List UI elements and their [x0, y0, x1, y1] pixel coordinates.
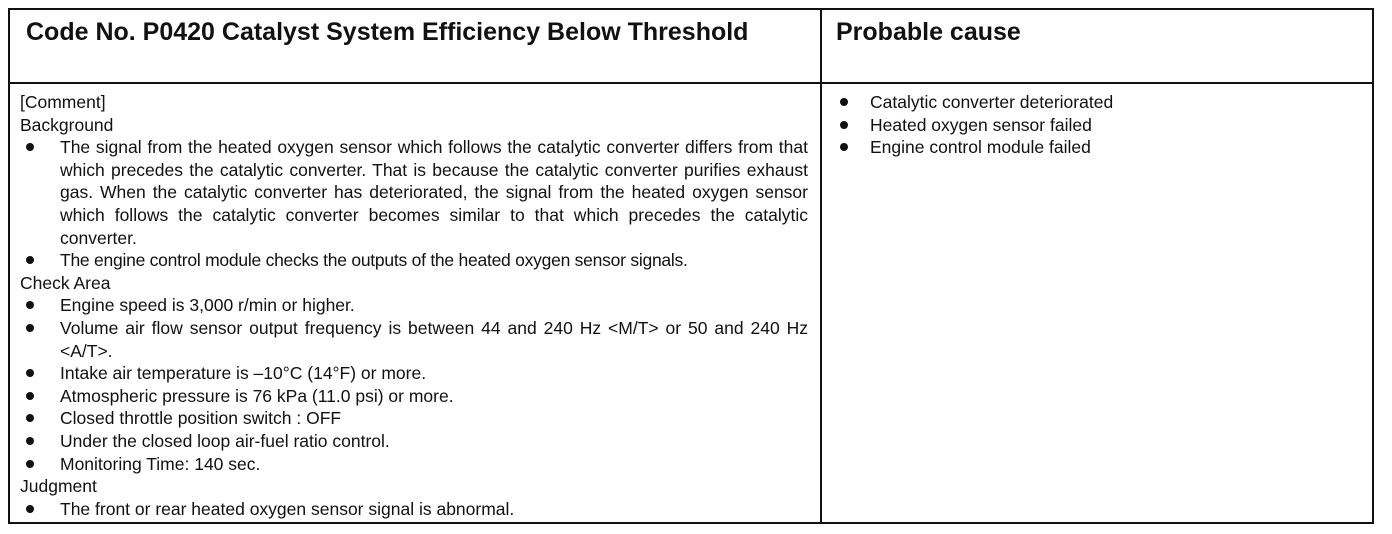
background-item-text: The engine control module checks the outputs of the heated oxygen sensor signals. — [60, 250, 688, 271]
bullet-icon — [840, 143, 848, 151]
bullet-icon — [26, 256, 34, 264]
probable-cause-text: Heated oxygen sensor failed — [870, 114, 1092, 135]
check-area-item — [20, 407, 808, 430]
judgment-item — [20, 498, 808, 521]
check-area-item — [20, 362, 808, 385]
bullet-icon — [26, 460, 34, 468]
background-label: Background — [20, 114, 114, 135]
probable-cause-item — [836, 136, 1356, 159]
check-area-item — [20, 385, 808, 408]
check-area-item-text: Closed throttle position switch : OFF — [60, 408, 342, 429]
check-area-item — [20, 430, 808, 453]
bullet-icon — [840, 121, 848, 129]
judgment-label: Judgment — [20, 476, 97, 497]
comment-label: [Comment] — [20, 92, 106, 112]
bullet-icon — [840, 98, 848, 106]
bullet-icon — [26, 301, 34, 309]
row-divider — [10, 82, 1372, 84]
probable-cause-item — [836, 91, 1356, 114]
background-item — [20, 249, 808, 272]
check-area-item — [20, 453, 808, 476]
bullet-icon — [26, 143, 34, 151]
judgment-item-text: The front or rear heated oxygen sensor signal is abnormal. — [60, 498, 515, 519]
background-item-text: The signal from the heated oxygen sensor which follows the catalytic converter differs from that which precedes the catalytic converter. That is because the catalytic converter purifies exhaust gas. When the catalytic converter has deteriorated, the signal from the heated oxygen sensor which follows the catalytic converter becomes similar to that which precedes the catalytic converter. — [60, 137, 808, 248]
check-area-item-text: Under the closed loop air-fuel ratio control. — [60, 430, 390, 451]
check-area-item-text: Engine speed is 3,000 r/min or higher. — [60, 295, 355, 316]
probable-cause-list — [836, 91, 1356, 159]
code-title: Code No. P0420 Catalyst System Efficiency Below Threshold — [26, 18, 749, 46]
bullet-icon — [26, 369, 34, 377]
check-area-item — [20, 294, 808, 317]
bullet-icon — [26, 437, 34, 445]
probable-cause-title: Probable cause — [836, 18, 1021, 46]
probable-cause-item — [836, 114, 1356, 137]
probable-cause-text: Engine control module failed — [870, 137, 1091, 158]
check-area-label: Check Area — [20, 272, 111, 293]
column-divider — [820, 10, 822, 522]
diagnostic-table — [8, 8, 1374, 524]
bullet-icon — [26, 324, 34, 332]
bullet-icon — [26, 392, 34, 400]
check-area-item-text: Monitoring Time: 140 sec. — [60, 453, 261, 474]
background-item — [20, 136, 808, 249]
check-area-item-text: Atmospheric pressure is 76 kPa (11.0 psi) or more. — [60, 385, 454, 406]
check-area-item — [20, 317, 808, 362]
bullet-icon — [26, 505, 34, 513]
check-area-item-text: Intake air temperature is –10°C (14°F) or more. — [60, 363, 427, 384]
bullet-icon — [26, 414, 34, 422]
probable-cause-text: Catalytic converter deteriorated — [870, 92, 1114, 112]
comment-section — [20, 91, 808, 520]
check-area-item-text: Volume air flow sensor output frequency is between 44 and 240 Hz <M/T> or 50 and 240 Hz <A/T>. — [60, 317, 808, 361]
